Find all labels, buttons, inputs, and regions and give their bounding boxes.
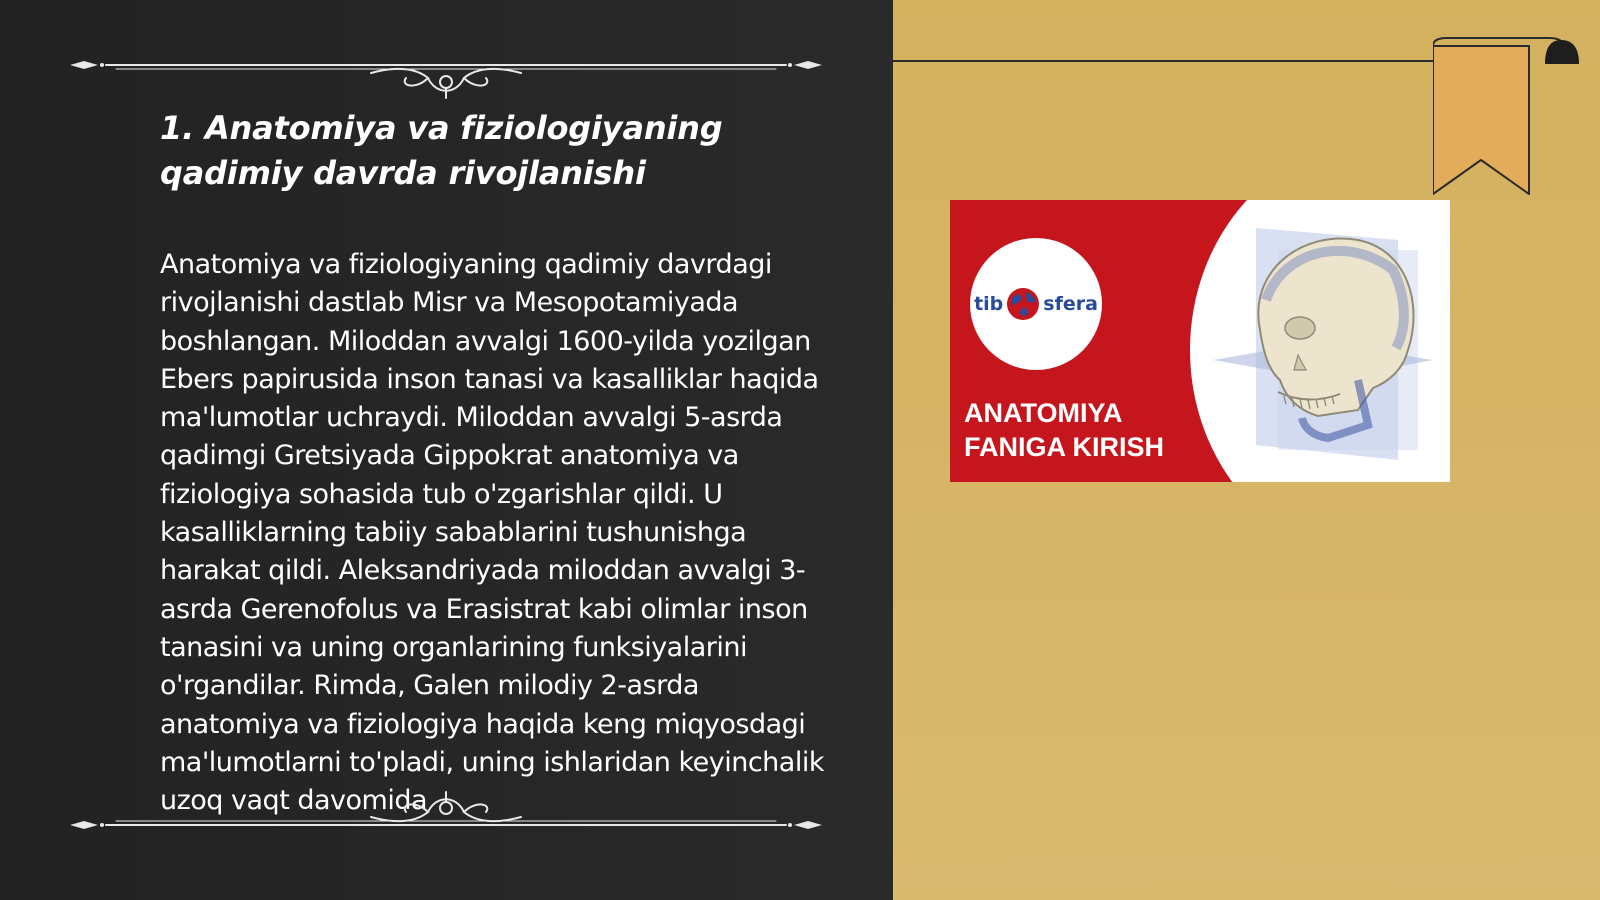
banner-caption-line2: FANIGA KIRISH <box>964 432 1165 462</box>
image-panel <box>893 0 1600 900</box>
tibsfera-logo <box>970 238 1102 370</box>
top-ornament-divider-icon <box>66 40 826 100</box>
banner-caption-line1: ANATOMIYA <box>964 398 1123 428</box>
skull-illustration <box>1208 210 1438 472</box>
slide-body-text: Anatomiya va fiziologiyaning qadimiy davrdagi rivojlanishi dastlab Misr va Mesopotamiyada boshlangan. Miloddan avvalgi 1600-yilda yozilgan Ebers papirusida inson tanasi va kasalliklar haqida ma'lumotlar uchraydi. Miloddan avvalgi 5-asrda qadimgi Gretsiyada Gippokrat anatomiya va fiziologiya sohasida tub o'zgarishlar qildi. U kasalliklarning tabiiy sabablarini tushunishga harakat qildi. Aleksandriyada miloddan avvalgi 3-asrda Gerenofolus va Erasistrat kabi olimlar inson tanasini va uning organlarining funksiyalarini o'rgandilar. Rimda, Galen milodiy 2-asrda anatomiya va fiziologiya haqida keng miqyosdagi ma'lumotlarni to'pladi, uning ishlaridan keyinchalik uzoq vaqt davomida <box>160 249 824 817</box>
course-banner-image <box>950 200 1450 482</box>
divider-line <box>893 60 1438 62</box>
ribbon-bookmark-icon <box>1433 34 1583 204</box>
logo-text-left: tib <box>974 293 1004 315</box>
logo-text-right: sfera <box>1043 293 1098 315</box>
globe-icon <box>1005 286 1041 322</box>
banner-caption <box>964 396 1164 464</box>
bottom-ornament-divider-icon <box>66 784 826 844</box>
slide-title: 1. Anatomiya va fiziologiyaning qadimiy davrda rivojlanishi <box>160 109 723 192</box>
